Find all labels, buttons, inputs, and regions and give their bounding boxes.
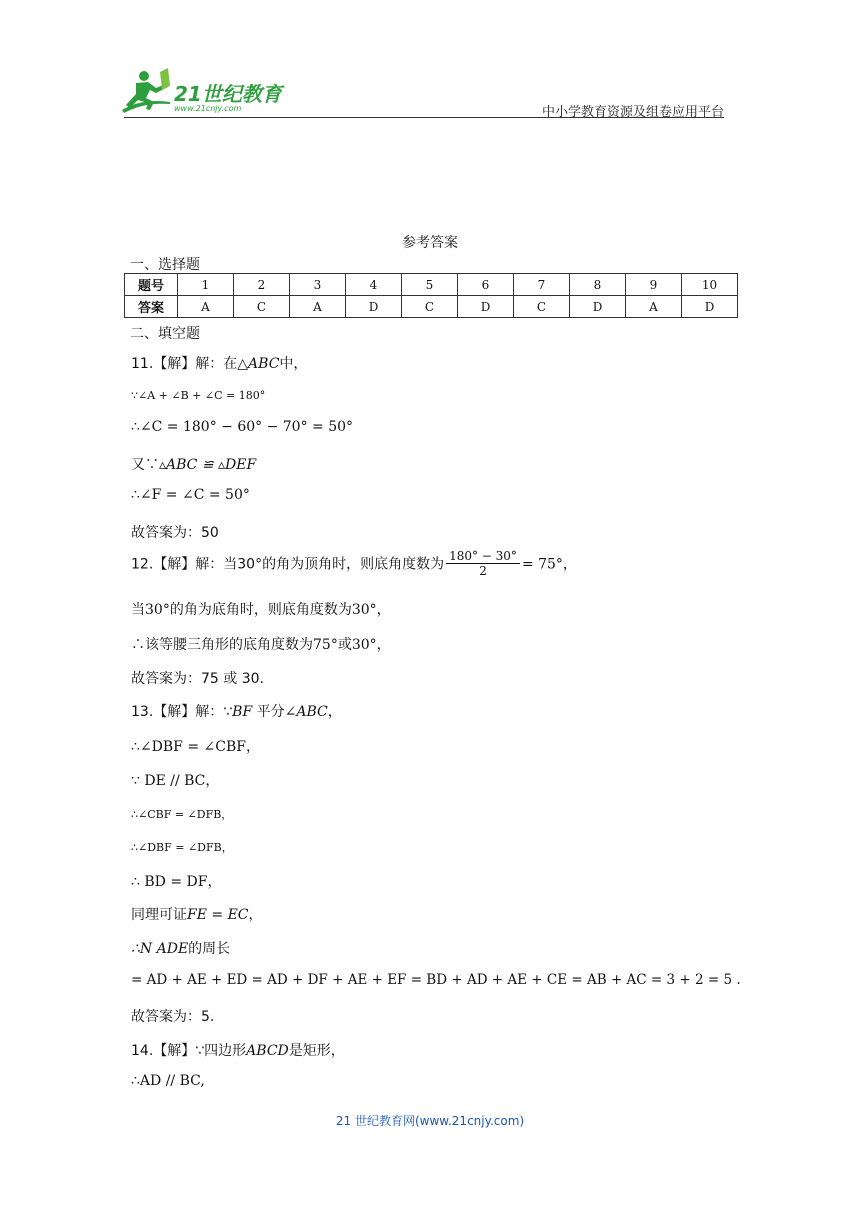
table-cell: 9 (626, 274, 682, 296)
math-expr: ABCD (246, 1043, 289, 1059)
q11-line-2: ∵∠A + ∠B + ∠C = 180° (131, 389, 266, 402)
q14-line-1 (131, 1040, 345, 1060)
fraction (446, 549, 520, 578)
table-row-numbers (125, 274, 738, 296)
math-expr: FE = EC (187, 907, 249, 923)
header-divider (124, 117, 724, 118)
table-cell: A (290, 296, 346, 318)
math-expr: ▵ABC ≌ ▵DEF (159, 457, 257, 473)
table-cell: 2 (234, 274, 290, 296)
q13-line-2: ∴∠DBF = ∠CBF， (131, 739, 260, 755)
math-expr: ∴N ADE (131, 941, 189, 957)
math-expr: BF (232, 704, 253, 720)
q11-answer: 故答案为：50 (131, 525, 219, 541)
section-heading-choice: 一、选择题 (130, 257, 200, 273)
q12-line-1 (131, 549, 577, 578)
header-platform-text: 中小学教育资源及组卷应用平台 (541, 105, 724, 120)
q13-label: 13.【解】解：∵ (131, 704, 233, 720)
q13-answer: 故答案为：5. (131, 1009, 215, 1025)
q12-line-2: 当30°的角为底角时，则底角度数为30°， (131, 602, 391, 618)
q13-line-1 (131, 701, 342, 721)
q12-label: 12.【解】解：当30°的角为顶角时，则底角度数为 (131, 556, 445, 573)
table-cell: 5 (402, 274, 458, 296)
table-header-cell: 题号 (125, 274, 178, 296)
q11-line-5: ∴∠F = ∠C = 50° (131, 487, 250, 503)
q14-line-2: ∴AD // BC, (131, 1073, 205, 1089)
math-expr: = 75°， (521, 556, 577, 573)
table-cell: D (346, 296, 402, 318)
text-span: 的周长 (188, 941, 231, 957)
math-expr: ABC (248, 356, 280, 372)
q12-line-3: ∴该等腰三角形的底角度数为75°或30°， (131, 637, 391, 653)
document-title: 参考答案 (402, 235, 458, 251)
q11-line-4 (131, 454, 256, 474)
fraction-numerator: 180° − 30° (446, 549, 520, 564)
table-cell: D (458, 296, 514, 318)
table-header-cell: 答案 (125, 296, 178, 318)
site-logo (122, 68, 292, 118)
table-cell: C (234, 296, 290, 318)
table-cell: D (570, 296, 626, 318)
q13-line-9: = AD + AE + ED = AD + DF + AE + EF = BD + AD + AE + CE = AB + AC = 3 + 2 = 5 . (131, 972, 741, 988)
table-cell: C (402, 296, 458, 318)
q12-answer: 故答案为：75 或 30. (131, 671, 264, 687)
text-span: 中， (279, 356, 308, 372)
q13-line-7 (131, 904, 263, 924)
text-span: ， (248, 907, 263, 923)
table-cell: 6 (458, 274, 514, 296)
text-span: 是矩形， (288, 1043, 345, 1059)
q13-line-3: ∵ DE // BC， (131, 773, 220, 789)
q13-line-8 (131, 938, 230, 958)
q14-label: 14.【解】∵四边形 (131, 1043, 247, 1059)
table-row-answers (125, 296, 738, 318)
q13-line-5: ∴∠DBF = ∠DFB， (131, 841, 233, 854)
math-expr: ∠ABC (284, 704, 328, 720)
fraction-denominator: 2 (479, 564, 487, 578)
table-cell: 1 (178, 274, 234, 296)
text-span: 同理可证 (131, 907, 187, 923)
footer-link[interactable]: 21 世纪教育网(www.21cnjy.com) (335, 1114, 525, 1128)
table-cell: D (682, 296, 738, 318)
q11-line-3: ∴∠C = 180° − 60° − 70° = 50° (131, 419, 354, 435)
text-span: ， (327, 704, 342, 720)
logo-url: www.21cnjy.com (174, 104, 242, 113)
q13-line-6: ∴ BD = DF， (131, 874, 222, 890)
text-span: 平分 (256, 704, 285, 720)
q11-label: 11.【解】解：在△ (131, 356, 249, 372)
q13-line-4: ∴∠CBF = ∠DFB， (131, 808, 233, 821)
answer-table (124, 273, 738, 318)
table-cell: C (514, 296, 570, 318)
table-cell: A (178, 296, 234, 318)
table-cell: 3 (290, 274, 346, 296)
table-cell: 10 (682, 274, 738, 296)
q11-line-1 (131, 353, 307, 373)
table-cell: A (626, 296, 682, 318)
logo-text: 21世纪教育 (174, 82, 282, 106)
text-span: 又∵ (131, 457, 159, 473)
table-cell: 4 (346, 274, 402, 296)
table-cell: 7 (514, 274, 570, 296)
section-heading-fill: 二、填空题 (130, 326, 200, 342)
table-cell: 8 (570, 274, 626, 296)
